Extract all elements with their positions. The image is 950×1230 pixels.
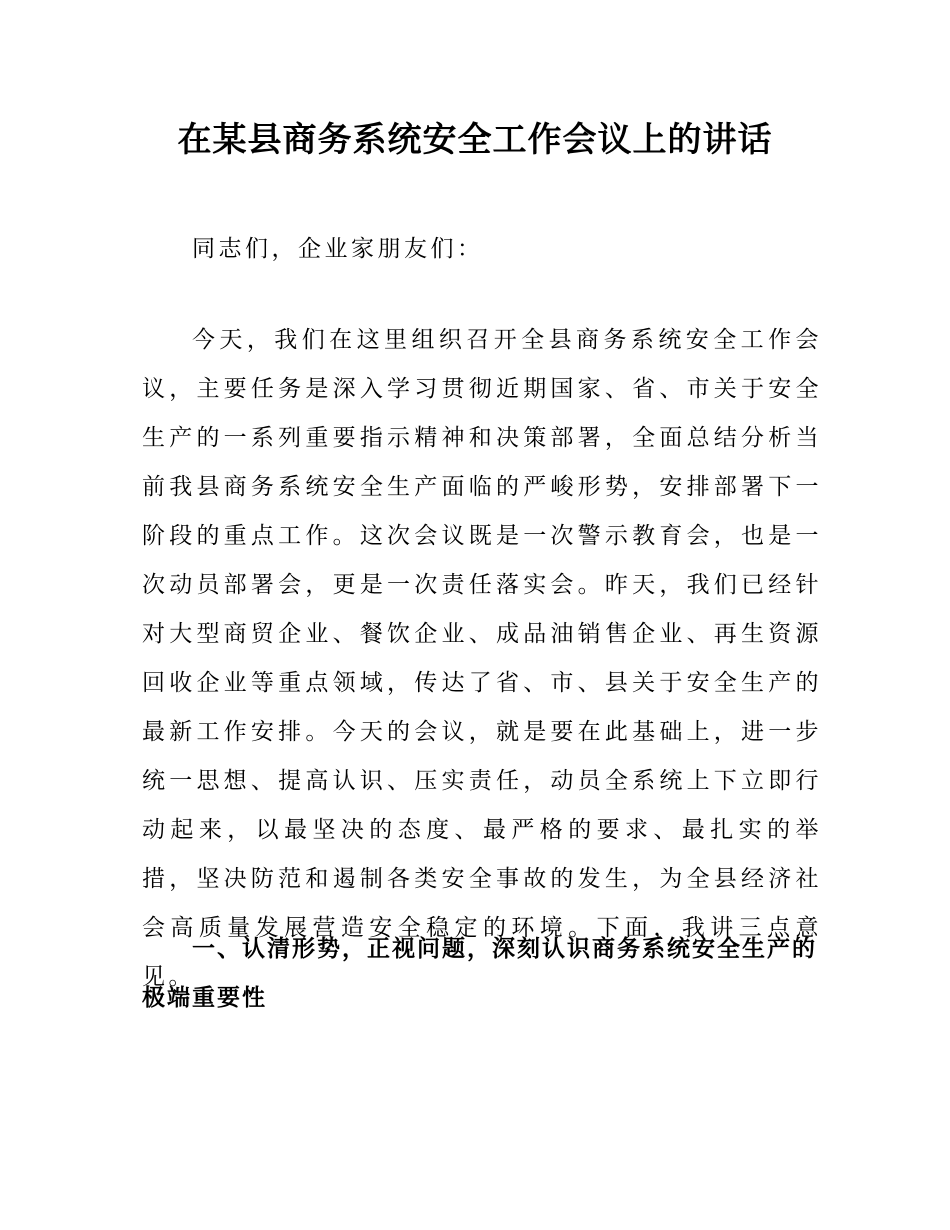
document-title: 在某县商务系统安全工作会议上的讲话	[177, 120, 773, 160]
body-paragraph: 今天，我们在这里组织召开全县商务系统安全工作会议，主要任务是深入学习贯彻近期国家、省、市关于安全生产的一系列重要指示精神和决策部署，全面总结分析当前我县商务系统安全生产面临的严峻形势，安排部署下一阶段的重点工作。这次会议既是一次警示教育会，也是一次动员部署会，更是一次责任落实会。昨天，我们已经针对大型商贸企业、餐饮企业、成品油销售企业、再生资源回收企业等重点领域，传达了省、市、县关于安全生产的最新工作安排。今天的会议，就是要在此基础上，进一步统一思想、提高认识、压实责任，动员全系统上下立即行动起来，以最坚决的态度、最严格的要求、最扎实的举措，坚决防范和遏制各类安全事故的发生，为全县经济社会高质量发展营造安全稳定的环境。下面，我讲三点意见。	[142, 327, 822, 990]
section-heading: 一、认清形势，正视问题，深刻认识商务系统安全生产的极端重要性	[142, 936, 817, 1011]
salutation: 同志们，企业家朋友们：	[192, 236, 484, 262]
